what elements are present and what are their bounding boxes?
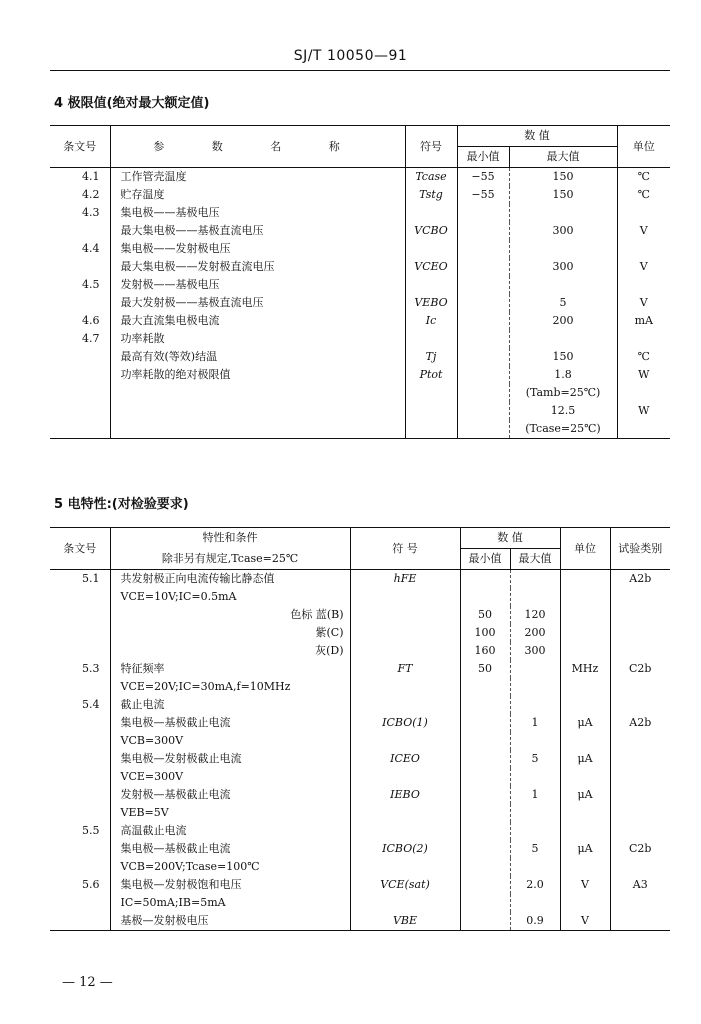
characteristic: 特征频率: [110, 660, 350, 678]
symbol: ICBO(1): [350, 714, 460, 732]
page-number: — 12 —: [62, 975, 113, 990]
min-value: [460, 588, 510, 606]
parameter-name: 集电极——发射极电压: [110, 240, 405, 258]
test-category: A3: [610, 876, 670, 894]
min-value: [460, 876, 510, 894]
test-category: [610, 624, 670, 642]
max-value: [510, 660, 560, 678]
symbol: [350, 732, 460, 750]
symbol: [350, 768, 460, 786]
max-value: [510, 678, 560, 696]
elec-header-cond: 除非另有规定,Tcase=25℃: [110, 549, 350, 570]
parameter-name: 工作管壳温度: [110, 168, 405, 187]
limits-row: [50, 294, 670, 312]
test-category: A2b: [610, 714, 670, 732]
max-value: 300: [509, 222, 617, 240]
electrical-row: [50, 804, 670, 822]
symbol: [405, 330, 457, 348]
characteristic: 基极—发射极电压: [110, 912, 350, 931]
unit: [560, 606, 610, 624]
limits-row: [50, 222, 670, 240]
characteristic: VCE=20V;IC=30mA,f=10MHz: [110, 678, 350, 696]
parameter-name: 最高有效(等效)结温: [110, 348, 405, 366]
unit: V: [617, 258, 670, 276]
max-value: 120: [510, 606, 560, 624]
min-value: 100: [460, 624, 510, 642]
header-rule: [50, 70, 670, 71]
electrical-row: [50, 768, 670, 786]
max-value: 1: [510, 714, 560, 732]
elec-header-max: 最大值: [510, 549, 560, 570]
test-category: A2b: [610, 570, 670, 589]
max-value: [510, 804, 560, 822]
symbol: [350, 678, 460, 696]
unit: [560, 570, 610, 589]
min-value: [457, 276, 509, 294]
min-value: [460, 840, 510, 858]
electrical-row: [50, 696, 670, 714]
electrical-row: [50, 732, 670, 750]
test-category: [610, 912, 670, 931]
symbol: [350, 696, 460, 714]
min-value: [460, 570, 510, 589]
min-value: [460, 822, 510, 840]
characteristic: VCB=200V;Tcase=100℃: [110, 858, 350, 876]
parameter-name: 最大发射极——基极直流电压: [110, 294, 405, 312]
symbol: [350, 642, 460, 660]
unit: [560, 822, 610, 840]
symbol: FT: [350, 660, 460, 678]
unit: V: [560, 876, 610, 894]
max-value: 1: [510, 786, 560, 804]
clause-number: [50, 894, 110, 912]
unit: [617, 384, 670, 402]
min-value: [460, 786, 510, 804]
standard-code: SJ/T 10050—91: [293, 48, 408, 64]
electrical-row: [50, 660, 670, 678]
electrical-row: [50, 786, 670, 804]
max-value: 1.8: [509, 366, 617, 384]
symbol: ICEO: [350, 750, 460, 768]
clause-number: [50, 420, 110, 439]
unit: [560, 894, 610, 912]
limits-row: [50, 402, 670, 420]
max-value: 150: [509, 186, 617, 204]
test-category: [610, 750, 670, 768]
limits-row: [50, 204, 670, 222]
min-value: [460, 696, 510, 714]
parameter-name: 贮存温度: [110, 186, 405, 204]
electrical-row: [50, 714, 670, 732]
section-5-title: 5 电特性:(对检验要求): [54, 497, 189, 512]
symbol: [405, 276, 457, 294]
electrical-row: [50, 588, 670, 606]
unit: μA: [560, 840, 610, 858]
elec-header-test: 试验类别: [610, 528, 670, 570]
unit: [617, 330, 670, 348]
unit: [560, 768, 610, 786]
clause-number: [50, 366, 110, 384]
limits-table: [50, 125, 670, 439]
clause-number: [50, 768, 110, 786]
clause-number: [50, 786, 110, 804]
min-value: [460, 768, 510, 786]
elec-header-char: 特性和条件: [110, 528, 350, 549]
unit: [560, 732, 610, 750]
unit: [560, 642, 610, 660]
clause-number: 5.6: [82, 878, 100, 891]
section-4-title: 4 极限值(绝对最大额定值): [54, 96, 210, 111]
symbol: [405, 204, 457, 222]
clause-number: [50, 858, 110, 876]
limits-header-max: 最大值: [509, 147, 617, 168]
test-category: [610, 588, 670, 606]
clause-number: 4.1: [82, 170, 100, 183]
symbol: ICBO(2): [350, 840, 460, 858]
min-value: [457, 348, 509, 366]
clause-number: 4.6: [82, 314, 100, 327]
unit: ℃: [617, 168, 670, 187]
max-value: 300: [509, 258, 617, 276]
max-value: 150: [509, 168, 617, 187]
unit: V: [560, 912, 610, 931]
symbol: Ptot: [405, 366, 457, 384]
min-value: 160: [460, 642, 510, 660]
symbol: Ic: [405, 312, 457, 330]
min-value: 50: [460, 660, 510, 678]
clause-number: [50, 804, 110, 822]
limits-row: [50, 366, 670, 384]
clause-number: [50, 348, 110, 366]
limits-header-unit: 单位: [617, 126, 670, 168]
parameter-name: 最大集电极——基极直流电压: [110, 222, 405, 240]
clause-number: [50, 258, 110, 276]
limits-header-symbol: 符号: [405, 126, 457, 168]
unit: [560, 696, 610, 714]
clause-number: [50, 714, 110, 732]
min-value: [457, 312, 509, 330]
electrical-table: [50, 527, 670, 931]
symbol: VCE(sat): [350, 876, 460, 894]
clause-number: [50, 402, 110, 420]
max-value: 5: [510, 750, 560, 768]
parameter-name: [110, 384, 405, 402]
min-value: [460, 912, 510, 931]
electrical-row: [50, 642, 670, 660]
symbol: [405, 420, 457, 439]
limits-header-values: 数 值: [457, 126, 617, 147]
max-value: [510, 588, 560, 606]
unit: ℃: [617, 186, 670, 204]
limits-row: [50, 312, 670, 330]
symbol: [350, 894, 460, 912]
symbol: VCBO: [405, 222, 457, 240]
clause-number: [50, 384, 110, 402]
max-value: [510, 732, 560, 750]
characteristic: 高温截止电流: [110, 822, 350, 840]
clause-number: 4.7: [82, 332, 100, 345]
min-value: 50: [460, 606, 510, 624]
limits-row: [50, 384, 670, 402]
limits-row: [50, 276, 670, 294]
clause-number: 5.1: [82, 572, 100, 585]
min-value: [457, 402, 509, 420]
max-value: 5: [510, 840, 560, 858]
clause-number: [50, 642, 110, 660]
clause-number: 5.5: [82, 824, 100, 837]
symbol: [405, 240, 457, 258]
electrical-row: [50, 678, 670, 696]
symbol: [350, 858, 460, 876]
clause-number: [50, 624, 110, 642]
max-value: 5: [509, 294, 617, 312]
limits-row: [50, 420, 670, 439]
elec-header-unit: 单位: [560, 528, 610, 570]
limits-row: [50, 330, 670, 348]
symbol: hFE: [350, 570, 460, 589]
characteristic: 发射极—基极截止电流: [110, 786, 350, 804]
test-category: [610, 768, 670, 786]
min-value: −55: [457, 168, 509, 187]
limits-header-param: 参 数 名 称: [110, 126, 405, 168]
clause-number: [50, 750, 110, 768]
min-value: [460, 678, 510, 696]
unit: [560, 624, 610, 642]
electrical-row: [50, 624, 670, 642]
max-value: [510, 696, 560, 714]
min-value: [457, 294, 509, 312]
test-category: [610, 804, 670, 822]
clause-number: [50, 294, 110, 312]
clause-number: 4.5: [82, 278, 100, 291]
unit: V: [617, 294, 670, 312]
characteristic: IC=50mA;IB=5mA: [110, 894, 350, 912]
limits-row: [50, 168, 670, 187]
clause-number: 4.3: [82, 206, 100, 219]
test-category: [610, 894, 670, 912]
max-value: (Tamb=25℃): [509, 384, 617, 402]
symbol: [350, 606, 460, 624]
characteristic: VCB=300V: [110, 732, 350, 750]
electrical-row: [50, 876, 670, 894]
max-value: [510, 768, 560, 786]
symbol: [405, 384, 457, 402]
symbol: IEBO: [350, 786, 460, 804]
test-category: [610, 678, 670, 696]
min-value: [460, 732, 510, 750]
max-value: 200: [510, 624, 560, 642]
characteristic: 截止电流: [110, 696, 350, 714]
clause-number: [50, 606, 110, 624]
min-value: [457, 420, 509, 439]
unit: MHz: [560, 660, 610, 678]
max-value: [509, 330, 617, 348]
unit: [560, 804, 610, 822]
test-category: [610, 606, 670, 624]
symbol: Tstg: [405, 186, 457, 204]
unit: V: [617, 222, 670, 240]
symbol: [350, 804, 460, 822]
unit: [560, 858, 610, 876]
parameter-name: [110, 402, 405, 420]
clause-number: [50, 840, 110, 858]
symbol: Tj: [405, 348, 457, 366]
unit: μA: [560, 714, 610, 732]
max-value: 300: [510, 642, 560, 660]
test-category: C2b: [610, 660, 670, 678]
electrical-row: [50, 894, 670, 912]
symbol: VBE: [350, 912, 460, 931]
characteristic: 灰(D): [110, 642, 350, 660]
elec-header-min: 最小值: [460, 549, 510, 570]
clause-number: [50, 732, 110, 750]
parameter-name: 功率耗散: [110, 330, 405, 348]
symbol: [405, 402, 457, 420]
limits-header-clause: 条文号: [50, 126, 110, 168]
min-value: [460, 858, 510, 876]
elec-header-clause: 条文号: [50, 528, 110, 570]
limits-row: [50, 258, 670, 276]
electrical-row: [50, 606, 670, 624]
min-value: [457, 384, 509, 402]
limits-header-min: 最小值: [457, 147, 509, 168]
parameter-name: 最大直流集电极电流: [110, 312, 405, 330]
min-value: [460, 894, 510, 912]
test-category: [610, 822, 670, 840]
test-category: [610, 786, 670, 804]
parameter-name: [110, 420, 405, 439]
characteristic: 集电极—发射极截止电流: [110, 750, 350, 768]
electrical-row: [50, 570, 670, 589]
unit: [617, 240, 670, 258]
characteristic: 集电极—基极截止电流: [110, 840, 350, 858]
parameter-name: 最大集电极——发射极直流电压: [110, 258, 405, 276]
max-value: 0.9: [510, 912, 560, 931]
clause-number: [50, 678, 110, 696]
electrical-row: [50, 912, 670, 931]
electrical-row: [50, 750, 670, 768]
unit: [560, 678, 610, 696]
symbol: VEBO: [405, 294, 457, 312]
min-value: [460, 714, 510, 732]
electrical-row: [50, 840, 670, 858]
parameter-name: 功率耗散的绝对极限值: [110, 366, 405, 384]
characteristic: 集电极—基极截止电流: [110, 714, 350, 732]
min-value: [457, 204, 509, 222]
max-value: 12.5: [509, 402, 617, 420]
electrical-row: [50, 858, 670, 876]
test-category: [610, 696, 670, 714]
electrical-row: [50, 822, 670, 840]
characteristic: VCE=10V;IC=0.5mA: [110, 588, 350, 606]
max-value: [510, 822, 560, 840]
symbol: [350, 822, 460, 840]
unit: ℃: [617, 348, 670, 366]
max-value: 2.0: [510, 876, 560, 894]
unit: [617, 420, 670, 439]
test-category: [610, 642, 670, 660]
parameter-name: 发射极——基极电压: [110, 276, 405, 294]
characteristic: 色标 蓝(B): [110, 606, 350, 624]
unit: [617, 276, 670, 294]
max-value: [509, 240, 617, 258]
limits-row: [50, 240, 670, 258]
min-value: [460, 804, 510, 822]
characteristic: VEB=5V: [110, 804, 350, 822]
test-category: [610, 732, 670, 750]
symbol: VCEO: [405, 258, 457, 276]
limits-row: [50, 186, 670, 204]
max-value: 150: [509, 348, 617, 366]
min-value: −55: [457, 186, 509, 204]
min-value: [457, 366, 509, 384]
clause-number: [50, 912, 110, 931]
test-category: C2b: [610, 840, 670, 858]
clause-number: 4.2: [82, 188, 100, 201]
elec-header-symbol: 符 号: [350, 528, 460, 570]
clause-number: [50, 222, 110, 240]
min-value: [460, 750, 510, 768]
max-value: 200: [509, 312, 617, 330]
max-value: [509, 204, 617, 222]
max-value: (Tcase=25℃): [509, 420, 617, 439]
characteristic: 集电极—发射极饱和电压: [110, 876, 350, 894]
unit: W: [617, 366, 670, 384]
elec-header-values: 数 值: [460, 528, 560, 549]
max-value: [510, 858, 560, 876]
symbol: Tcase: [405, 168, 457, 187]
characteristic: 共发射极正向电流传输比静态值: [110, 570, 350, 589]
symbol: [350, 588, 460, 606]
clause-number: 5.4: [82, 698, 100, 711]
characteristic: VCE=300V: [110, 768, 350, 786]
min-value: [457, 330, 509, 348]
unit: [560, 588, 610, 606]
clause-number: [50, 588, 110, 606]
unit: μA: [560, 750, 610, 768]
parameter-name: 集电极——基极电压: [110, 204, 405, 222]
min-value: [457, 240, 509, 258]
min-value: [457, 258, 509, 276]
unit: W: [617, 402, 670, 420]
max-value: [510, 894, 560, 912]
test-category: [610, 858, 670, 876]
unit: μA: [560, 786, 610, 804]
min-value: [457, 222, 509, 240]
characteristic: 紫(C): [110, 624, 350, 642]
symbol: [350, 624, 460, 642]
clause-number: 5.3: [82, 662, 100, 675]
max-value: [509, 276, 617, 294]
unit: [617, 204, 670, 222]
max-value: [510, 570, 560, 589]
limits-row: [50, 348, 670, 366]
unit: mA: [617, 312, 670, 330]
clause-number: 4.4: [82, 242, 100, 255]
